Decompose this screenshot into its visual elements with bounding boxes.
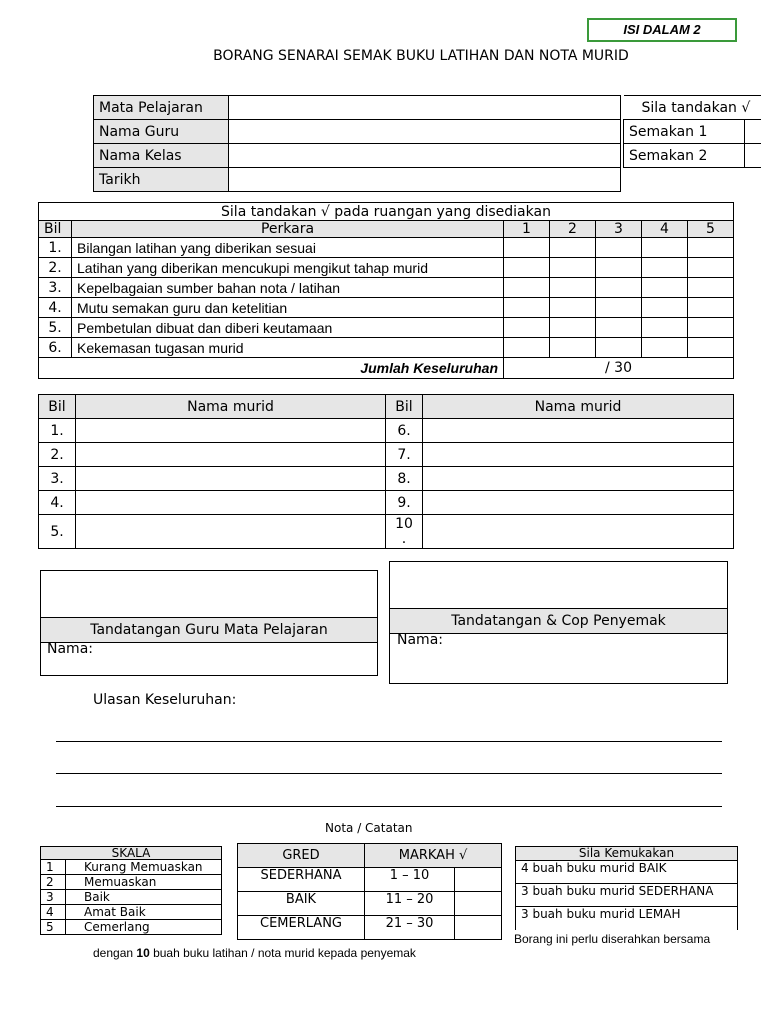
scale-label: Amat Baik <box>66 905 222 920</box>
scale-no: 5 <box>41 920 66 935</box>
grade-marks: 11 – 20 <box>365 892 455 916</box>
remarks-label: Ulasan Keseluruhan: <box>93 692 237 708</box>
checklist-caption: Sila tandakan √ pada ruangan yang disediakan <box>39 203 734 221</box>
col-grade: GRED <box>238 844 365 868</box>
student-no: 1. <box>39 419 76 443</box>
score-cell[interactable] <box>550 338 596 358</box>
score-cell[interactable] <box>642 338 688 358</box>
teacher-label: Nama Guru <box>94 120 229 144</box>
grade-marks: 21 – 30 <box>365 916 455 940</box>
student-name-field[interactable] <box>76 443 386 467</box>
score-cell[interactable] <box>688 298 734 318</box>
score-header: 3 <box>596 221 642 238</box>
item-no: 1. <box>39 238 72 258</box>
date-label: Tarikh <box>94 168 229 192</box>
page-title: BORANG SENARAI SEMAK BUKU LATIHAN DAN NOTA MURID <box>213 48 629 64</box>
scale-label: Memuaskan <box>66 875 222 890</box>
checklist-row <box>39 258 734 278</box>
total-value: / 30 <box>504 358 734 379</box>
submit-title: Sila Kemukakan <box>516 847 738 861</box>
scale-label: Cemerlang <box>66 920 222 935</box>
item-no: 2. <box>39 258 72 278</box>
score-cell[interactable] <box>688 238 734 258</box>
student-name-field[interactable] <box>76 467 386 491</box>
item-no: 5. <box>39 318 72 338</box>
item-no: 3. <box>39 278 72 298</box>
score-cell[interactable] <box>642 238 688 258</box>
score-cell[interactable] <box>688 338 734 358</box>
grade-tick-cell[interactable] <box>455 892 502 916</box>
score-cell[interactable] <box>504 338 550 358</box>
grade-marks: 1 – 10 <box>365 868 455 892</box>
checklist-row <box>39 338 734 358</box>
item-no: 4. <box>39 298 72 318</box>
scale-no: 4 <box>41 905 66 920</box>
grade-name: BAIK <box>238 892 365 916</box>
student-no: 8. <box>386 467 423 491</box>
total-label: Jumlah Keseluruhan <box>39 358 504 379</box>
student-no: 5. <box>39 515 76 549</box>
student-row <box>39 443 734 467</box>
score-cell[interactable] <box>596 278 642 298</box>
student-row <box>39 491 734 515</box>
teacher-field[interactable] <box>229 120 621 144</box>
checklist-row <box>39 238 734 258</box>
checker-name-label: Nama: <box>397 632 443 648</box>
student-name-field[interactable] <box>423 443 734 467</box>
student-row <box>39 467 734 491</box>
submit-table <box>515 846 738 930</box>
score-cell[interactable] <box>504 238 550 258</box>
score-cell[interactable] <box>642 258 688 278</box>
score-header: 1 <box>504 221 550 238</box>
checker-signature-box[interactable] <box>389 561 728 684</box>
isi-dalam-badge: ISI DALAM 2 <box>587 18 737 42</box>
submit-item: 4 buah buku murid BAIK <box>516 861 738 884</box>
students-col-name: Nama murid <box>423 395 734 419</box>
col-perkara: Perkara <box>72 221 504 238</box>
score-cell[interactable] <box>596 318 642 338</box>
submit-item: 3 buah buku murid LEMAH <box>516 907 738 930</box>
check2-label: Semakan 2 <box>624 144 745 168</box>
class-field[interactable] <box>229 144 621 168</box>
student-name-field[interactable] <box>76 515 386 549</box>
item-no: 6. <box>39 338 72 358</box>
score-cell[interactable] <box>688 258 734 278</box>
score-cell[interactable] <box>596 258 642 278</box>
remarks-line[interactable] <box>56 741 722 742</box>
col-bil: Bil <box>39 221 72 238</box>
semakan-table <box>623 95 761 168</box>
score-cell[interactable] <box>596 298 642 318</box>
check1-box[interactable] <box>745 120 762 144</box>
item-text: Bilangan latihan yang diberikan sesuai <box>72 238 504 258</box>
student-row <box>39 419 734 443</box>
score-cell[interactable] <box>642 278 688 298</box>
student-no: 3. <box>39 467 76 491</box>
score-cell[interactable] <box>642 318 688 338</box>
grade-name: CEMERLANG <box>238 916 365 940</box>
score-cell[interactable] <box>504 298 550 318</box>
date-field[interactable] <box>229 168 621 192</box>
footer-text: buah buku latihan / nota murid kepada penyemak <box>149 946 416 960</box>
checklist-row <box>39 278 734 298</box>
checklist-row <box>39 298 734 318</box>
score-cell[interactable] <box>504 278 550 298</box>
scale-label: Kurang Memuaskan <box>66 860 222 875</box>
grade-tick-cell[interactable] <box>455 868 502 892</box>
score-header: 2 <box>550 221 596 238</box>
footer-text: dengan <box>93 946 137 960</box>
grade-tick-cell[interactable] <box>455 916 502 940</box>
score-cell[interactable] <box>504 318 550 338</box>
student-no: 7. <box>386 443 423 467</box>
score-cell[interactable] <box>550 318 596 338</box>
remarks-line[interactable] <box>56 806 722 807</box>
check1-label: Semakan 1 <box>624 120 745 144</box>
student-name-field[interactable] <box>423 467 734 491</box>
score-cell[interactable] <box>550 258 596 278</box>
student-no: 4. <box>39 491 76 515</box>
score-cell[interactable] <box>596 238 642 258</box>
item-text: Kepelbagaian sumber bahan nota / latihan <box>72 278 504 298</box>
scale-no: 3 <box>41 890 66 905</box>
checklist-table <box>38 202 734 379</box>
students-col-bil: Bil <box>386 395 423 419</box>
score-cell[interactable] <box>550 238 596 258</box>
item-text: Mutu semakan guru dan ketelitian <box>72 298 504 318</box>
teacher-signature-box[interactable] <box>40 570 378 676</box>
student-name-field[interactable] <box>423 491 734 515</box>
student-no: 10 . <box>386 515 423 549</box>
item-text: Pembetulan dibuat dan diberi keutamaan <box>72 318 504 338</box>
tick-instruction: Sila tandakan √ <box>624 96 762 120</box>
item-text: Latihan yang diberikan mencukupi mengikut tahap murid <box>72 258 504 278</box>
student-no: 2. <box>39 443 76 467</box>
student-name-field[interactable] <box>423 515 734 549</box>
checker-signature-caption: Tandatangan & Cop Penyemak <box>390 608 727 634</box>
student-name-field[interactable] <box>76 419 386 443</box>
remarks-line[interactable] <box>56 773 722 774</box>
scale-label: Baik <box>66 890 222 905</box>
footer-line-1: Borang ini perlu diserahkan bersama <box>514 932 711 946</box>
class-label: Nama Kelas <box>94 144 229 168</box>
item-text: Kekemasan tugasan murid <box>72 338 504 358</box>
student-name-field[interactable] <box>423 419 734 443</box>
info-table <box>93 95 621 192</box>
teacher-name-label: Nama: <box>47 641 93 657</box>
submit-item: 3 buah buku murid SEDERHANA <box>516 884 738 907</box>
score-cell[interactable] <box>688 278 734 298</box>
score-cell[interactable] <box>504 258 550 278</box>
scale-title: SKALA <box>41 847 222 860</box>
scale-no: 2 <box>41 875 66 890</box>
students-col-name: Nama murid <box>76 395 386 419</box>
score-cell[interactable] <box>550 278 596 298</box>
students-table <box>38 394 734 549</box>
note-title: Nota / Catatan <box>325 821 413 835</box>
score-header: 4 <box>642 221 688 238</box>
student-name-field[interactable] <box>76 491 386 515</box>
score-cell[interactable] <box>688 318 734 338</box>
grade-name: SEDERHANA <box>238 868 365 892</box>
col-marks: MARKAH √ <box>365 844 502 868</box>
score-cell[interactable] <box>550 298 596 318</box>
score-cell[interactable] <box>642 298 688 318</box>
scale-no: 1 <box>41 860 66 875</box>
subject-field[interactable] <box>229 96 621 120</box>
subject-label: Mata Pelajaran <box>94 96 229 120</box>
footer-count: 10 <box>136 946 150 960</box>
student-no: 6. <box>386 419 423 443</box>
scale-table <box>40 846 222 935</box>
footer-line-2 <box>93 946 416 960</box>
checklist-row <box>39 318 734 338</box>
score-header: 5 <box>688 221 734 238</box>
student-no: 9. <box>386 491 423 515</box>
students-col-bil: Bil <box>39 395 76 419</box>
teacher-signature-caption: Tandatangan Guru Mata Pelajaran <box>41 617 377 643</box>
student-row <box>39 515 734 549</box>
score-cell[interactable] <box>596 338 642 358</box>
check2-box[interactable] <box>745 144 762 168</box>
grade-table <box>237 843 502 940</box>
